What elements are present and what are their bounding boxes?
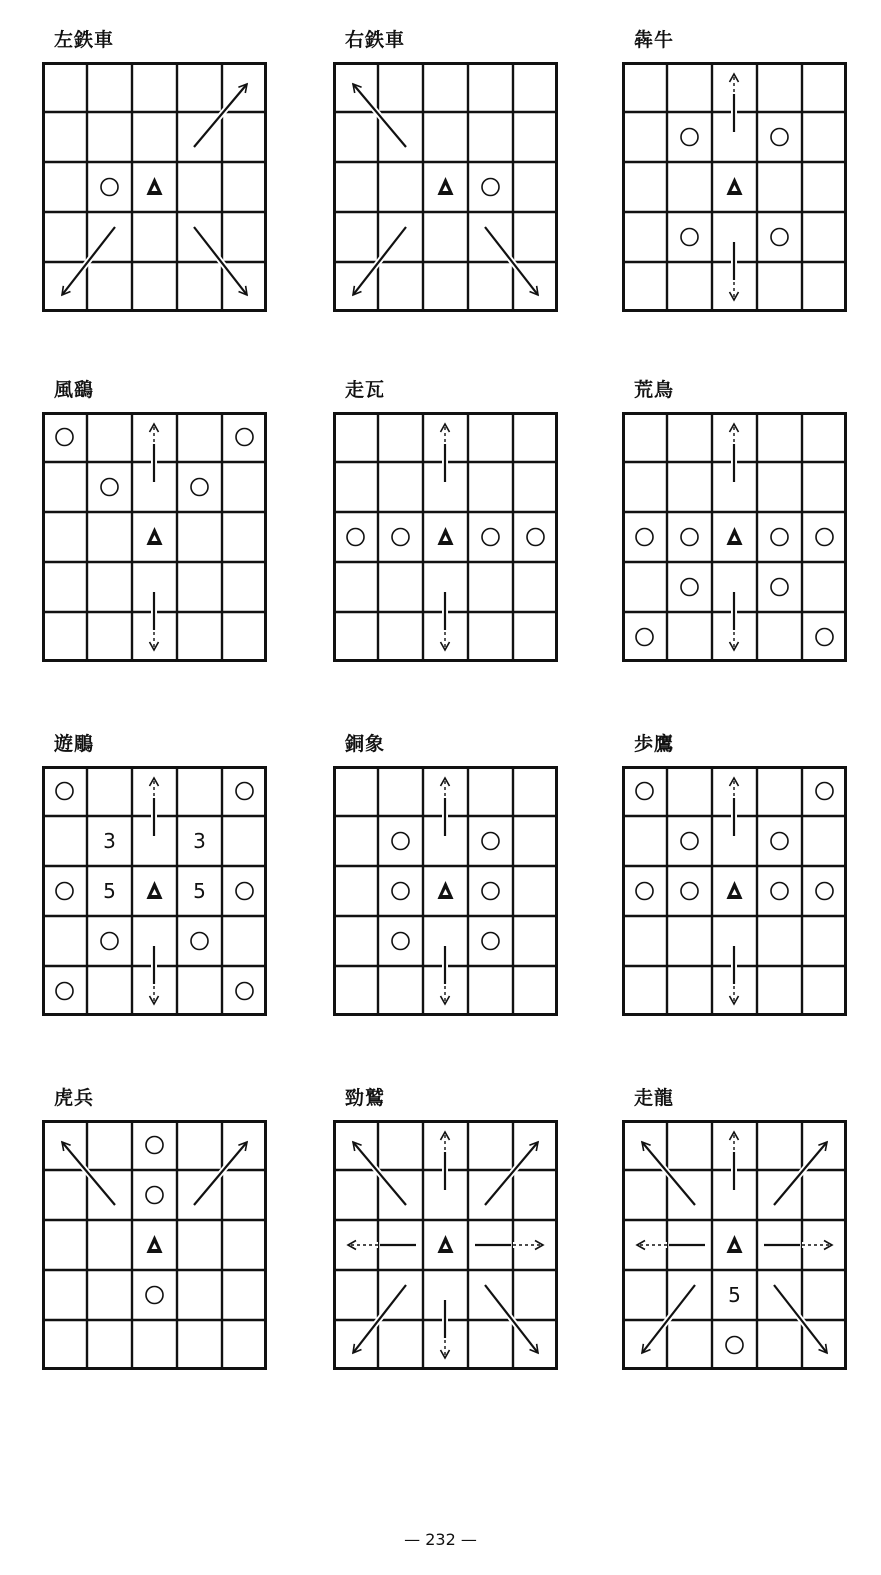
move-count-number: 5 <box>193 879 206 903</box>
reachable-square-circle <box>56 983 73 1000</box>
reachable-square-circle <box>681 579 698 596</box>
piece-title: 走龍 <box>634 1087 675 1109</box>
reachable-square-circle <box>681 229 698 246</box>
arrow-shaft <box>353 84 406 147</box>
move-board <box>333 62 558 312</box>
reachable-square-circle <box>191 479 208 496</box>
reachable-square-circle <box>146 1187 163 1204</box>
reachable-square-circle <box>771 833 788 850</box>
arrow-w <box>348 1241 416 1250</box>
reachable-square-circle <box>56 429 73 446</box>
arrow-s <box>150 592 159 650</box>
move-board <box>333 412 558 662</box>
reachable-square-circle <box>236 983 253 1000</box>
move-count-number: 5 <box>728 1283 741 1307</box>
piece-marker-triangle <box>147 177 163 195</box>
arrow-ne <box>194 1142 247 1205</box>
arrow-n <box>150 778 159 836</box>
move-board <box>333 766 558 1016</box>
arrow-nw <box>642 1142 695 1205</box>
arrow-s <box>730 946 739 1004</box>
arrow-n <box>730 74 739 132</box>
reachable-square-circle <box>771 883 788 900</box>
piece-marker-triangle <box>727 881 743 899</box>
piece-title: 走瓦 <box>345 379 386 401</box>
board-marks <box>392 833 499 950</box>
reachable-square-circle <box>482 529 499 546</box>
piece-title: 荒鳥 <box>634 379 675 401</box>
reachable-square-circle <box>236 883 253 900</box>
board-marks <box>726 1235 743 1354</box>
reachable-square-circle <box>816 529 833 546</box>
piece-marker-triangle <box>438 177 454 195</box>
arrow-shaft <box>642 1142 695 1205</box>
reachable-square-circle <box>681 129 698 146</box>
reachable-square-circle <box>816 783 833 800</box>
arrow-shaft <box>774 1142 827 1205</box>
arrow-nw <box>62 1142 115 1205</box>
piece-title: 左鉄車 <box>54 29 115 51</box>
arrow-n <box>441 424 450 482</box>
reachable-square-circle <box>482 179 499 196</box>
reachable-square-circle <box>771 129 788 146</box>
reachable-square-circle <box>771 229 788 246</box>
piece-title: 遊鵰 <box>54 733 95 755</box>
reachable-square-circle <box>636 883 653 900</box>
reachable-square-circle <box>726 1337 743 1354</box>
reachable-square-circle <box>56 883 73 900</box>
arrow-shaft <box>194 84 247 147</box>
piece-marker-triangle <box>727 527 743 545</box>
move-board <box>622 412 847 662</box>
reachable-square-circle <box>392 529 409 546</box>
piece-marker-triangle <box>147 527 163 545</box>
reachable-square-circle <box>771 579 788 596</box>
reachable-square-circle <box>101 479 118 496</box>
move-board <box>42 1120 267 1370</box>
reachable-square-circle <box>681 529 698 546</box>
page-number: — 232 — <box>404 1530 477 1549</box>
reachable-square-circle <box>191 933 208 950</box>
piece-marker-triangle <box>727 177 743 195</box>
arrow-e <box>475 1241 543 1250</box>
piece-title: 右鉄車 <box>345 29 406 51</box>
piece-title: 犇牛 <box>634 29 675 51</box>
piece-title: 虎兵 <box>54 1087 95 1109</box>
arrow-s <box>730 592 739 650</box>
piece-title: 勁鷲 <box>345 1087 386 1109</box>
piece-title: 歩鷹 <box>634 733 675 755</box>
arrow-s <box>441 946 450 1004</box>
move-board <box>333 1120 558 1370</box>
reachable-square-circle <box>392 833 409 850</box>
move-board <box>622 62 847 312</box>
move-board <box>622 766 847 1016</box>
arrow-n <box>730 424 739 482</box>
reachable-square-circle <box>56 783 73 800</box>
reachable-square-circle <box>392 933 409 950</box>
arrow-ne <box>485 1142 538 1205</box>
arrow-w <box>637 1241 705 1250</box>
arrow-ne <box>194 84 247 147</box>
arrow-s <box>441 1300 450 1358</box>
reachable-square-circle <box>101 933 118 950</box>
arrow-e <box>764 1241 832 1250</box>
piece-marker-triangle <box>147 881 163 899</box>
arrow-shaft <box>353 1142 406 1205</box>
reachable-square-circle <box>347 529 364 546</box>
arrow-s <box>441 592 450 650</box>
reachable-square-circle <box>482 833 499 850</box>
reachable-square-circle <box>101 179 118 196</box>
arrow-n <box>441 1132 450 1190</box>
reachable-square-circle <box>146 1287 163 1304</box>
board-marks <box>347 527 544 546</box>
board-marks <box>438 1235 454 1253</box>
reachable-square-circle <box>816 883 833 900</box>
reachable-square-circle <box>771 529 788 546</box>
move-count-number: 3 <box>193 829 206 853</box>
arrow-nw <box>353 1142 406 1205</box>
piece-marker-triangle <box>438 527 454 545</box>
reachable-square-circle <box>482 883 499 900</box>
reachable-square-circle <box>636 629 653 646</box>
piece-title: 風鷂 <box>54 379 95 401</box>
reachable-square-circle <box>681 833 698 850</box>
arrow-shaft <box>194 1142 247 1205</box>
arrow-n <box>730 778 739 836</box>
reachable-square-circle <box>392 883 409 900</box>
reachable-square-circle <box>236 429 253 446</box>
piece-title: 銅象 <box>345 733 386 755</box>
arrow-n <box>730 1132 739 1190</box>
arrow-shaft <box>485 1142 538 1205</box>
arrow-nw <box>353 84 406 147</box>
reachable-square-circle <box>681 883 698 900</box>
arrow-n <box>150 424 159 482</box>
piece-marker-triangle <box>438 1235 454 1253</box>
move-count-number: 3 <box>103 829 116 853</box>
reachable-square-circle <box>816 629 833 646</box>
move-board <box>622 1120 847 1370</box>
move-board <box>42 766 267 1016</box>
piece-marker-triangle <box>147 1235 163 1253</box>
reachable-square-circle <box>527 529 544 546</box>
board-marks <box>681 129 788 246</box>
move-count-number: 5 <box>103 879 116 903</box>
reachable-square-circle <box>636 783 653 800</box>
arrow-shaft <box>62 1142 115 1205</box>
move-board <box>42 62 267 312</box>
arrow-s <box>730 242 739 300</box>
arrow-ne <box>774 1142 827 1205</box>
arrow-n <box>441 778 450 836</box>
reachable-square-circle <box>236 783 253 800</box>
reachable-square-circle <box>146 1137 163 1154</box>
reachable-square-circle <box>482 933 499 950</box>
piece-marker-triangle <box>727 1235 743 1253</box>
move-board <box>42 412 267 662</box>
arrow-s <box>150 946 159 1004</box>
reachable-square-circle <box>636 529 653 546</box>
piece-marker-triangle <box>438 881 454 899</box>
